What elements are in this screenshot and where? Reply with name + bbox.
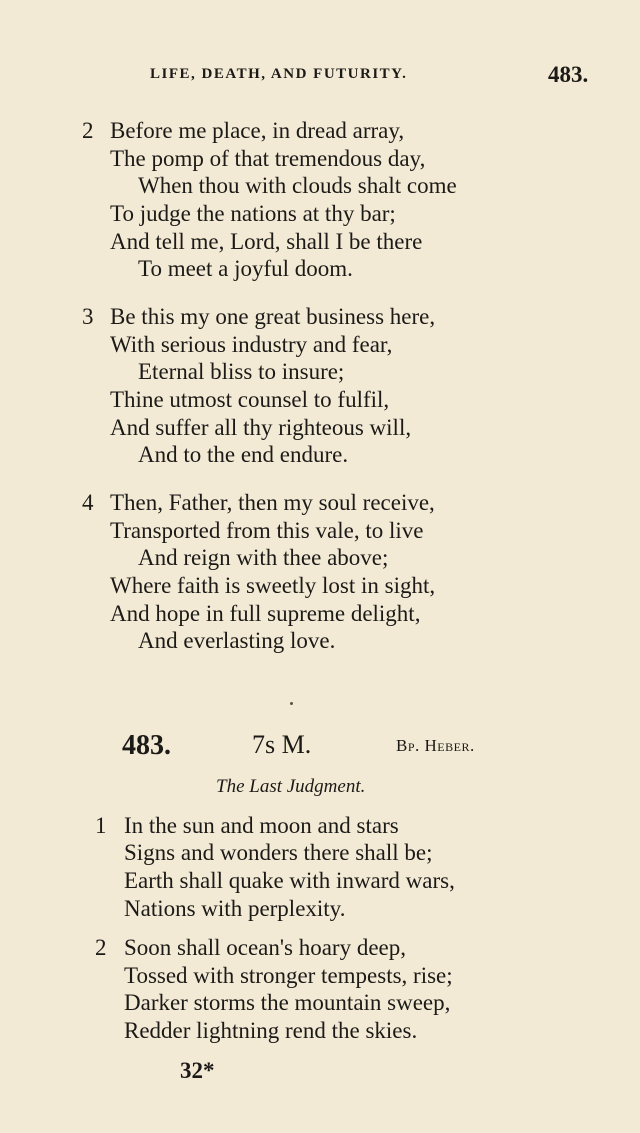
verse-line: And hope in full supreme delight, <box>110 601 421 626</box>
verse-line: Transported from this vale, to live <box>110 518 424 543</box>
verse-line: And suffer all thy righteous will, <box>110 415 412 440</box>
verse-line: Be this my one great business here, <box>110 304 436 329</box>
hymn-author: Bp. Heber. <box>396 736 475 755</box>
verse-line: Before me place, in dread array, <box>110 118 405 143</box>
verse-line: When thou with clouds shalt come <box>138 173 457 198</box>
verse-line: Signs and wonders there shall be; <box>124 840 433 865</box>
hymn-meter: 7s M. <box>252 730 312 759</box>
verse-line: Thine utmost counsel to fulfil, <box>110 387 390 412</box>
verse-line: To judge the nations at thy bar; <box>110 201 396 226</box>
verse-line: Where faith is sweetly lost in sight, <box>110 573 436 598</box>
verse-line: The pomp of that tremendous day, <box>110 146 426 171</box>
hymn-header <box>0 730 640 764</box>
verse-line: And reign with thee above; <box>138 545 389 570</box>
stanza-number: 1 <box>95 813 107 838</box>
signature-mark: 32* <box>180 1058 215 1083</box>
hymn-subtitle: The Last Judgment. <box>216 776 366 797</box>
print-speck <box>290 702 293 705</box>
verse-line: Tossed with stronger tempests, rise; <box>124 963 453 988</box>
hymn-number: 483. <box>122 730 171 761</box>
verse-line: Darker storms the mountain sweep, <box>124 990 451 1015</box>
stanza-number: 4 <box>82 490 94 515</box>
page-number: 483. <box>548 62 589 87</box>
verse-line: And to the end endure. <box>138 442 349 467</box>
stanza-number: 3 <box>82 304 94 329</box>
verse-line: Soon shall ocean's hoary deep, <box>124 935 406 960</box>
verse-line: To meet a joyful doom. <box>138 256 353 281</box>
verse-line: Nations with perplexity. <box>124 896 346 921</box>
stanza-number: 2 <box>82 118 94 143</box>
running-title: LIFE, DEATH, AND FUTURITY. <box>150 66 408 82</box>
verse-line: And everlasting love. <box>138 628 336 653</box>
verse-line: Eternal bliss to insure; <box>138 359 345 384</box>
verse-line: And tell me, Lord, shall I be there <box>110 229 423 254</box>
verse-line: With serious industry and fear, <box>110 332 393 357</box>
verse-line: Redder lightning rend the skies. <box>124 1018 418 1043</box>
verse-line: Earth shall quake with inward wars, <box>124 868 455 893</box>
verse-line: In the sun and moon and stars <box>124 813 399 838</box>
stanza-number: 2 <box>95 935 107 960</box>
verse-line: Then, Father, then my soul receive, <box>110 490 435 515</box>
